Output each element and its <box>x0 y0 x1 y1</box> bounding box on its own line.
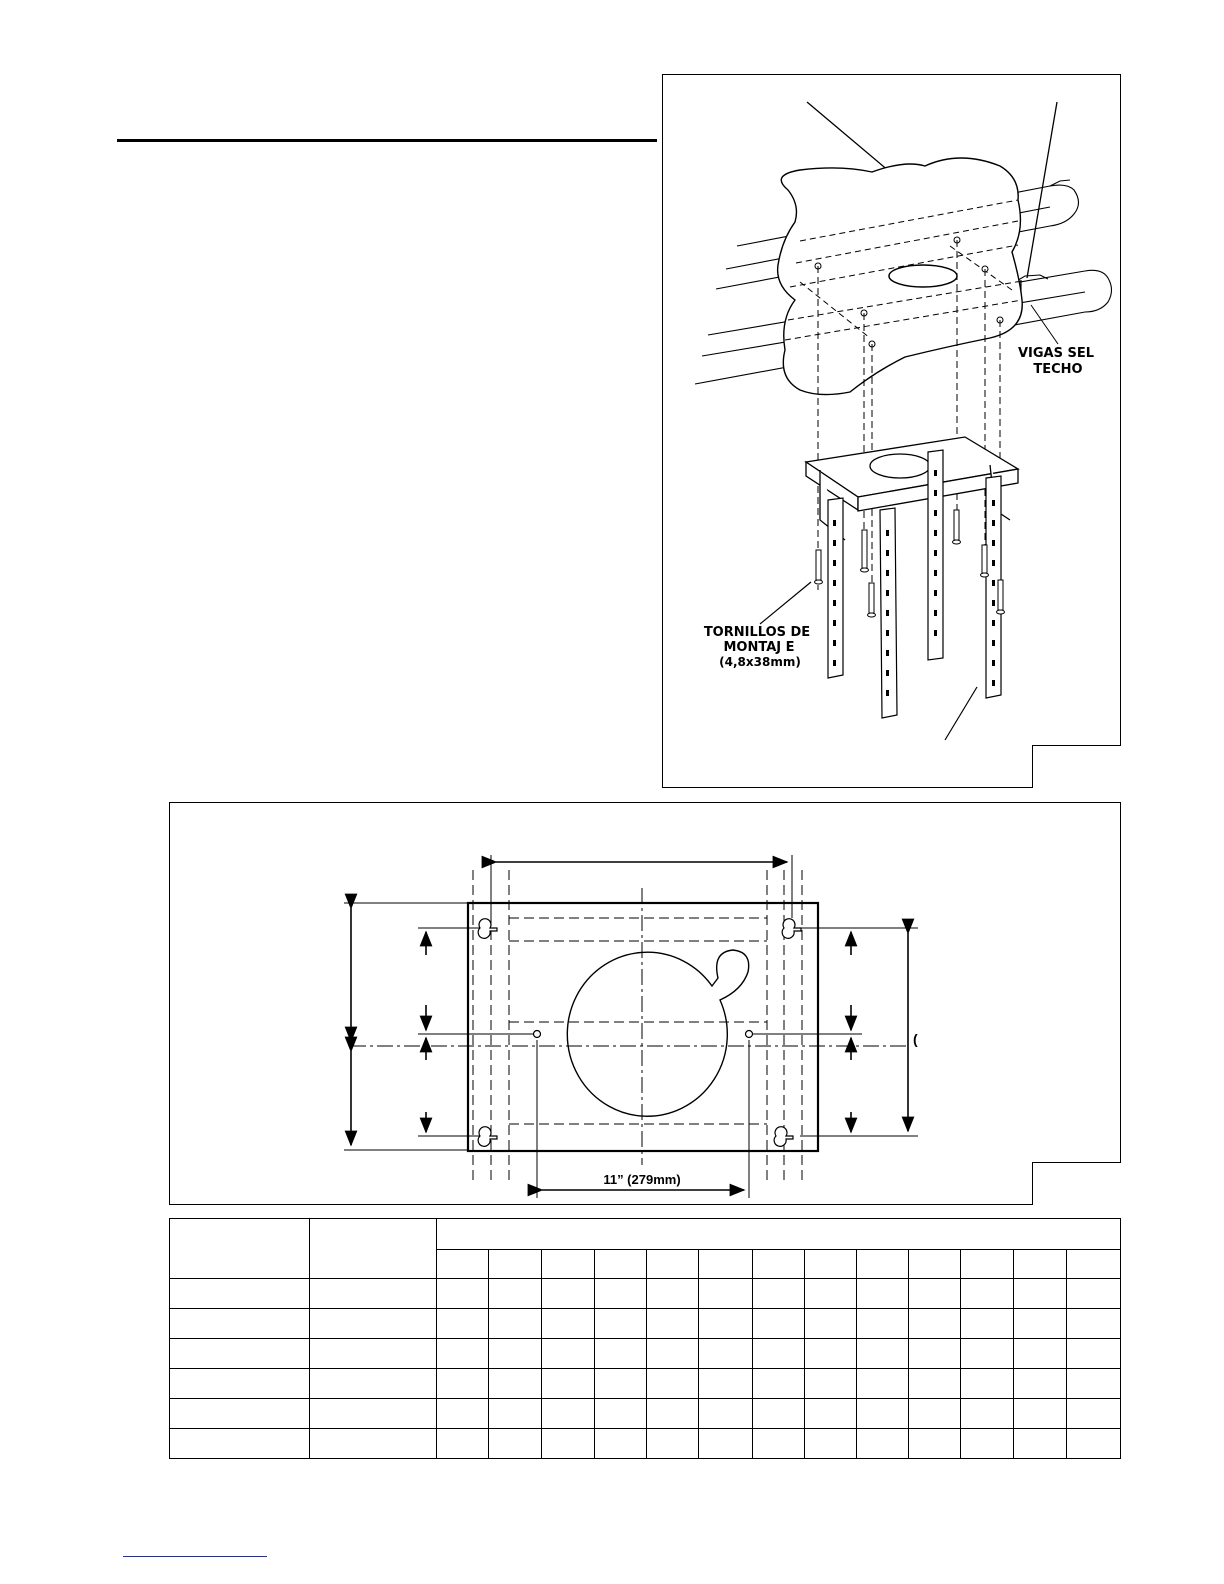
table-cell <box>909 1339 961 1369</box>
table-cell <box>961 1279 1014 1309</box>
table-cell <box>699 1309 753 1339</box>
table-cell <box>699 1429 753 1459</box>
table-cell <box>1014 1369 1067 1399</box>
table-cell <box>595 1369 647 1399</box>
table-cell <box>595 1429 647 1459</box>
table-header-cell <box>753 1250 805 1279</box>
label-tornillos-line3: (4,8x38mm) <box>719 655 801 669</box>
table-cell <box>753 1399 805 1429</box>
table-cell <box>595 1309 647 1339</box>
table-header-cell <box>909 1250 961 1279</box>
table-cell <box>170 1279 310 1309</box>
table-cell <box>699 1399 753 1429</box>
table-cell <box>542 1429 595 1459</box>
table-cell <box>170 1399 310 1429</box>
footer-link-underline[interactable] <box>123 1556 267 1557</box>
table-cell <box>699 1339 753 1369</box>
table-cell <box>753 1429 805 1459</box>
table-cell <box>595 1339 647 1369</box>
table-header-cell <box>857 1250 909 1279</box>
specification-table <box>169 1218 1121 1459</box>
table-cell <box>437 1369 489 1399</box>
table-cell <box>961 1339 1014 1369</box>
table-header-cell <box>595 1250 647 1279</box>
table-cell <box>857 1279 909 1309</box>
table-cell <box>437 1309 489 1339</box>
label-tornillos-line1: TORNILLOS DE <box>703 625 811 640</box>
table-header-cell <box>1014 1250 1067 1279</box>
table-cell <box>489 1429 542 1459</box>
table-cell <box>542 1399 595 1429</box>
table-row <box>170 1429 1121 1459</box>
table-cell <box>170 1339 310 1369</box>
table-cell <box>542 1339 595 1369</box>
table-cell <box>699 1369 753 1399</box>
table-header-cell <box>805 1250 857 1279</box>
table-header-cell <box>489 1250 542 1279</box>
table-cell <box>805 1279 857 1309</box>
table-cell <box>909 1309 961 1339</box>
label-vigas-line2: TECHO <box>1033 362 1083 377</box>
table-header-cell <box>1067 1250 1121 1279</box>
table-cell <box>909 1369 961 1399</box>
table-cell <box>647 1399 699 1429</box>
table-cell <box>805 1309 857 1339</box>
table-cell <box>489 1309 542 1339</box>
table-cell <box>542 1279 595 1309</box>
table-cell <box>753 1279 805 1309</box>
table-row <box>170 1339 1121 1369</box>
table-cell <box>310 1309 437 1339</box>
table-cell <box>1014 1399 1067 1429</box>
table-cell <box>1014 1279 1067 1309</box>
table-cell <box>542 1369 595 1399</box>
table-cell <box>909 1279 961 1309</box>
table-cell <box>489 1369 542 1399</box>
table-cell <box>647 1339 699 1369</box>
table-cell <box>857 1399 909 1429</box>
table-header-cell <box>170 1219 310 1279</box>
table-cell <box>1067 1429 1121 1459</box>
table-cell <box>805 1369 857 1399</box>
table-cell <box>1067 1339 1121 1369</box>
table-cell <box>170 1309 310 1339</box>
table-cell <box>753 1339 805 1369</box>
table-cell <box>310 1339 437 1369</box>
table-cell <box>1014 1339 1067 1369</box>
table-cell <box>310 1369 437 1399</box>
table-cell <box>170 1369 310 1399</box>
table-cell <box>961 1369 1014 1399</box>
table-cell <box>805 1339 857 1369</box>
table-header-cell <box>542 1250 595 1279</box>
table-cell <box>437 1339 489 1369</box>
table-header-cell <box>310 1219 437 1279</box>
table-cell <box>310 1429 437 1459</box>
table-cell <box>805 1399 857 1429</box>
dimension-right-partial-label: ( <box>913 1031 918 1047</box>
table-cell <box>647 1279 699 1309</box>
table-cell <box>857 1369 909 1399</box>
table-header-cell <box>961 1250 1014 1279</box>
table-row <box>170 1399 1121 1429</box>
table-header-cell <box>437 1250 489 1279</box>
table-row <box>170 1279 1121 1309</box>
table-cell <box>489 1339 542 1369</box>
table-cell <box>489 1399 542 1429</box>
table-cell <box>857 1339 909 1369</box>
table-cell <box>699 1279 753 1309</box>
table-cell <box>310 1279 437 1309</box>
table-cell <box>753 1309 805 1339</box>
table-cell <box>909 1429 961 1459</box>
table-cell <box>647 1369 699 1399</box>
table-cell <box>1014 1429 1067 1459</box>
table-cell <box>647 1429 699 1459</box>
table-cell <box>961 1429 1014 1459</box>
table-cell <box>489 1279 542 1309</box>
table-cell <box>1067 1279 1121 1309</box>
table-cell <box>1067 1369 1121 1399</box>
table-cell <box>595 1399 647 1429</box>
table-cell <box>437 1399 489 1429</box>
dimension-bottom-label: 11” (279mm) <box>603 1172 681 1187</box>
table-cell <box>857 1429 909 1459</box>
table-row <box>170 1309 1121 1339</box>
table-cell <box>542 1309 595 1339</box>
table-cell <box>1067 1309 1121 1339</box>
table-header-row <box>170 1219 1121 1250</box>
label-tornillos-line2: MONTAJ E <box>723 640 795 655</box>
table-row <box>170 1369 1121 1399</box>
table-cell <box>753 1369 805 1399</box>
table-cell <box>805 1429 857 1459</box>
table-header-cell <box>699 1250 753 1279</box>
table-header-cell <box>437 1219 1121 1250</box>
table-cell <box>1014 1309 1067 1339</box>
table-cell <box>909 1399 961 1429</box>
table-cell <box>595 1279 647 1309</box>
label-vigas-line1: VIGAS SEL <box>1017 346 1095 361</box>
table-cell <box>857 1309 909 1339</box>
table-header-cell <box>647 1250 699 1279</box>
table-cell <box>170 1429 310 1459</box>
table-cell <box>961 1309 1014 1339</box>
table-cell <box>647 1309 699 1339</box>
table-cell <box>1067 1399 1121 1429</box>
table-cell <box>437 1429 489 1459</box>
table-cell <box>961 1399 1014 1429</box>
table-cell <box>310 1399 437 1429</box>
table-cell <box>437 1279 489 1309</box>
